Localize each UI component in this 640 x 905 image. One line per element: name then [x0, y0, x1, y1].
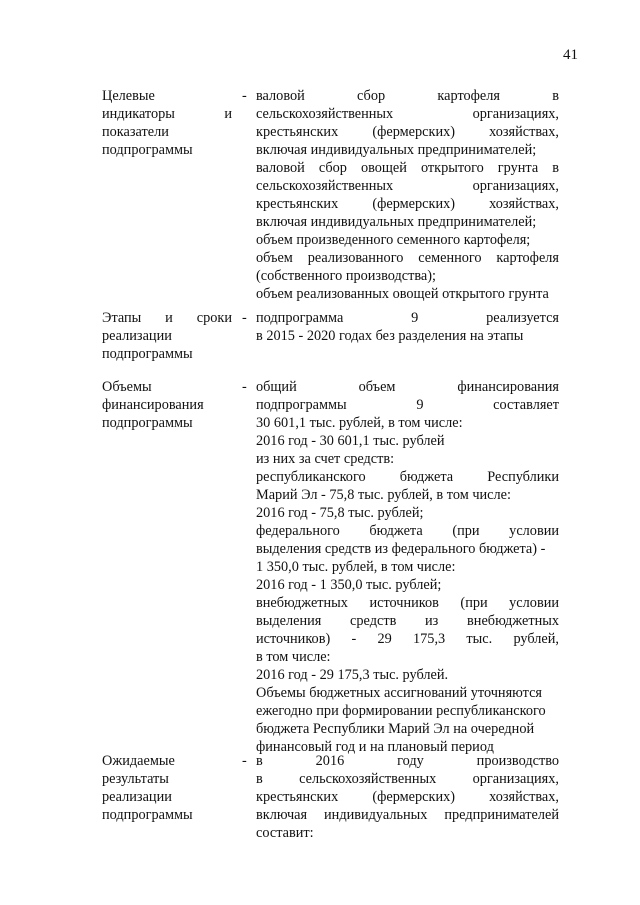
- content-line: включая индивидуальных предпринимателей;: [256, 214, 537, 230]
- section-content: [256, 378, 559, 756]
- label-line: Целевые: [102, 88, 155, 104]
- separator-dash: -: [242, 88, 247, 104]
- content-line: из них за счет средств:: [256, 451, 395, 467]
- content-line: 30 601,1 тыс. рублей, в том числе:: [256, 415, 463, 431]
- section-content: [256, 752, 559, 842]
- section-label: [102, 752, 232, 824]
- content-line: 2016 год - 29 175,3 тыс. рублей.: [256, 667, 449, 683]
- separator-dash: -: [242, 310, 247, 326]
- content-line: в сельскохозяйственных организациях,: [256, 771, 559, 787]
- content-line: в 2015 - 2020 годах без разделения на этапы: [256, 328, 524, 344]
- section-label: [102, 309, 232, 363]
- content-line: Марий Эл - 75,8 тыс. рублей, в том числе:: [256, 487, 511, 503]
- content-line: составит:: [256, 825, 314, 841]
- content-line: 2016 год - 75,8 тыс. рублей;: [256, 505, 424, 521]
- content-line: ежегодно при формировании республиканского: [256, 703, 546, 719]
- content-line: валовой сбор овощей открытого грунта в: [256, 160, 559, 176]
- content-line: валовой сбор картофеля в: [256, 88, 559, 104]
- content-line: подпрограмма 9 реализуется: [256, 310, 559, 326]
- label-line: подпрограммы: [102, 415, 193, 431]
- content-line: сельскохозяйственных организациях,: [256, 106, 559, 122]
- label-line: показатели: [102, 124, 169, 140]
- content-line: крестьянских (фермерских) хозяйствах,: [256, 196, 559, 212]
- content-line: сельскохозяйственных организациях,: [256, 178, 559, 194]
- content-line: объем реализованного семенного картофеля: [256, 250, 559, 266]
- content-line: источников) - 29 175,3 тыс. рублей,: [256, 631, 559, 647]
- section-content: [256, 87, 559, 303]
- label-line: реализации: [102, 328, 172, 344]
- content-line: в том числе:: [256, 649, 331, 665]
- section-label: [102, 87, 232, 159]
- content-line: общий объем финансирования: [256, 379, 559, 395]
- label-line: Этапы и сроки: [102, 310, 232, 326]
- content-line: Объемы бюджетных ассигнований уточняются: [256, 685, 542, 701]
- label-line: индикаторы и: [102, 106, 232, 122]
- content-line: объем реализованных овощей открытого грунта: [256, 286, 549, 302]
- section-content: [256, 309, 559, 345]
- separator-dash: -: [242, 753, 247, 769]
- label-line: Объемы: [102, 379, 152, 395]
- content-line: республиканского бюджета Республики: [256, 469, 559, 485]
- content-line: 2016 год - 1 350,0 тыс. рублей;: [256, 577, 442, 593]
- content-line: в 2016 году производство: [256, 753, 559, 769]
- content-line: крестьянских (фермерских) хозяйствах,: [256, 124, 559, 140]
- content-line: крестьянских (фермерских) хозяйствах,: [256, 789, 559, 805]
- content-line: выделения средств из внебюджетных: [256, 613, 559, 629]
- label-line: финансирования: [102, 397, 204, 413]
- label-line: реализации: [102, 789, 172, 805]
- content-line: финансовый год и на плановый период: [256, 739, 494, 755]
- label-line: результаты: [102, 771, 169, 787]
- content-line: включая индивидуальных предпринимателей: [256, 807, 559, 823]
- label-line: подпрограммы: [102, 346, 193, 362]
- content-line: бюджета Республики Марий Эл на очередной: [256, 721, 535, 737]
- content-line: федерального бюджета (при условии: [256, 523, 559, 539]
- section-label: [102, 378, 232, 432]
- content-line: включая индивидуальных предпринимателей;: [256, 142, 537, 158]
- content-line: подпрограммы 9 составляет: [256, 397, 559, 413]
- content-line: выделения средств из федерального бюджета) -: [256, 541, 546, 557]
- content-line: 2016 год - 30 601,1 тыс. рублей: [256, 433, 445, 449]
- label-line: подпрограммы: [102, 142, 193, 158]
- content-line: 1 350,0 тыс. рублей, в том числе:: [256, 559, 456, 575]
- content-line: (собственного производства);: [256, 268, 436, 284]
- label-line: подпрограммы: [102, 807, 193, 823]
- page-number: 41: [563, 47, 578, 63]
- content-line: объем произведенного семенного картофеля;: [256, 232, 531, 248]
- label-line: Ожидаемые: [102, 753, 175, 769]
- content-line: внебюджетных источников (при условии: [256, 595, 559, 611]
- separator-dash: -: [242, 379, 247, 395]
